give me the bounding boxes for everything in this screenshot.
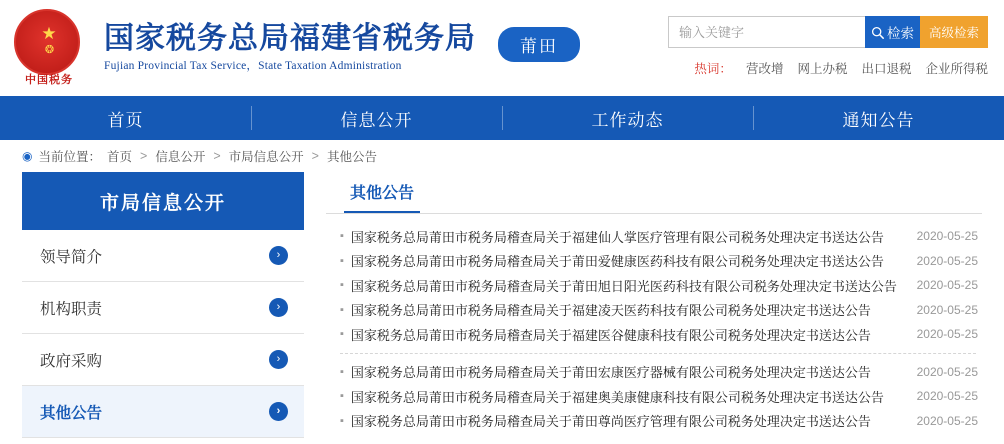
bullet-icon: ▪ [340,328,344,341]
hotword-link-1[interactable]: 网上办税 [797,62,848,76]
search-area [668,16,988,77]
list-item[interactable] [340,298,978,323]
news-title[interactable]: 国家税务总局莆田市税务局稽查局关于莆田尊尚医疗管理有限公司税务处理决定书送达公告 [350,414,871,430]
chevron-right-icon: › [269,402,288,421]
news-list [326,214,982,433]
search-input[interactable] [668,16,865,48]
sidebar-item-label: 政府采购 [40,352,103,370]
location-pin-icon: ◉ [22,149,33,163]
list-item[interactable] [340,249,978,274]
list-item[interactable] [340,273,978,298]
hotword-link-3[interactable]: 企业所得税 [925,62,988,76]
site-header [0,0,1004,96]
tab-other-announcements[interactable]: 其他公告 [344,180,420,213]
hotwords-label: 热词： [694,62,732,76]
nav-item-work-updates[interactable]: 工作动态 [502,96,753,140]
emblem-label: 中国税务 [25,74,73,86]
breadcrumb-item-0[interactable]: 首页 [107,150,133,164]
news-title[interactable]: 国家税务总局莆田市税务局稽查局关于福建凌天医药科技有限公司税务处理决定书送达公告 [350,303,871,319]
breadcrumb-item-3[interactable]: 其他公告 [326,150,377,164]
advanced-search-button[interactable]: 高级检索 [920,16,988,48]
bullet-icon: ▪ [340,365,344,378]
breadcrumb-prefix: 当前位置： [38,150,101,164]
main-panel [326,172,982,444]
nav-item-home[interactable]: 首页 [107,110,144,130]
nav-item-info-disclosure[interactable]: 信息公开 [251,96,502,140]
chevron-right-icon: › [269,246,288,265]
news-title[interactable]: 国家税务总局莆田市税务局稽查局关于福建医谷健康科技有限公司税务处理决定书送达公告 [350,327,871,343]
hotword-link-0[interactable]: 营改增 [745,62,784,76]
sidebar-item-other-announcements[interactable] [22,386,304,438]
nav-item-announcements[interactable]: 通知公告 [753,96,1004,140]
main-nav [0,96,1004,140]
sidebar-item-label: 机构职责 [40,300,103,318]
news-title[interactable]: 国家税务总局莆田市税务局稽查局关于莆田宏康医疗器械有限公司税务处理决定书送达公告 [350,365,871,381]
breadcrumb-sep-2: > [311,149,319,163]
city-badge[interactable]: 莆田 [498,27,580,62]
breadcrumb-sep-1: > [213,149,221,163]
news-date: 2020-05-25 [916,253,978,268]
search-button-label: 检索 [887,26,914,41]
site-title-cn: 国家税务总局福建省税务局 [104,22,476,55]
search-button[interactable] [865,16,920,48]
bullet-icon: ▪ [340,390,344,403]
sidebar [22,172,304,444]
list-divider [340,353,976,354]
news-title[interactable]: 国家税务总局莆田市税务局稽查局关于莆田旭日阳光医药科技有限公司税务处理决定书送达公告 [350,278,897,294]
emblem-star-icon: ★ [41,24,57,43]
bullet-icon: ▪ [340,279,344,292]
tab-bar [326,172,982,214]
list-item[interactable] [340,322,978,347]
hotwords-row [668,59,988,77]
breadcrumb-sep-0: > [140,149,148,163]
hotword-link-2[interactable]: 出口退税 [861,62,912,76]
sidebar-item-label: 其他公告 [40,404,103,422]
list-item[interactable] [340,409,978,434]
news-title[interactable]: 国家税务总局莆田市税务局稽查局关于福建奥美康健康科技有限公司税务处理决定书送达公告 [350,389,884,405]
breadcrumb-item-2[interactable]: 市局信息公开 [228,150,304,164]
news-title[interactable]: 国家税务总局莆田市税务局稽查局关于莆田爱健康医药科技有限公司税务处理决定书送达公告 [350,254,884,270]
search-row [668,16,988,48]
bullet-icon: ▪ [340,254,344,267]
sidebar-item-procurement[interactable] [22,334,304,386]
sidebar-item-leadership[interactable] [22,230,304,282]
chevron-right-icon: › [269,298,288,317]
sidebar-item-label: 领导简介 [40,248,103,266]
breadcrumb [0,140,1004,172]
sidebar-item-responsibilities[interactable] [22,282,304,334]
news-date: 2020-05-25 [916,327,978,342]
list-item[interactable] [340,384,978,409]
bullet-icon: ▪ [340,303,344,316]
site-title-en: Fujian Provincial Tax Service，State Taxation Administration [104,60,402,72]
content-area [0,172,1004,444]
news-date: 2020-05-25 [916,413,978,428]
bullet-icon: ▪ [340,230,344,243]
bullet-icon: ▪ [340,414,344,427]
list-item[interactable] [340,224,978,249]
chevron-right-icon: › [269,350,288,369]
search-icon [871,26,884,39]
site-title-block [104,21,476,75]
list-item[interactable] [340,360,978,385]
news-date: 2020-05-25 [916,278,978,293]
news-date: 2020-05-25 [916,389,978,404]
sidebar-title: 市局信息公开 [22,172,304,230]
news-date: 2020-05-25 [916,302,978,317]
news-date: 2020-05-25 [916,229,978,244]
news-title[interactable]: 国家税务总局莆田市税务局稽查局关于福建仙人掌医疗管理有限公司税务处理决定书送达公告 [350,229,884,245]
breadcrumb-item-1[interactable]: 信息公开 [155,150,206,164]
emblem-wheat-icon: ❂ [44,44,54,56]
news-date: 2020-05-25 [916,364,978,379]
tax-emblem-icon [10,9,88,87]
